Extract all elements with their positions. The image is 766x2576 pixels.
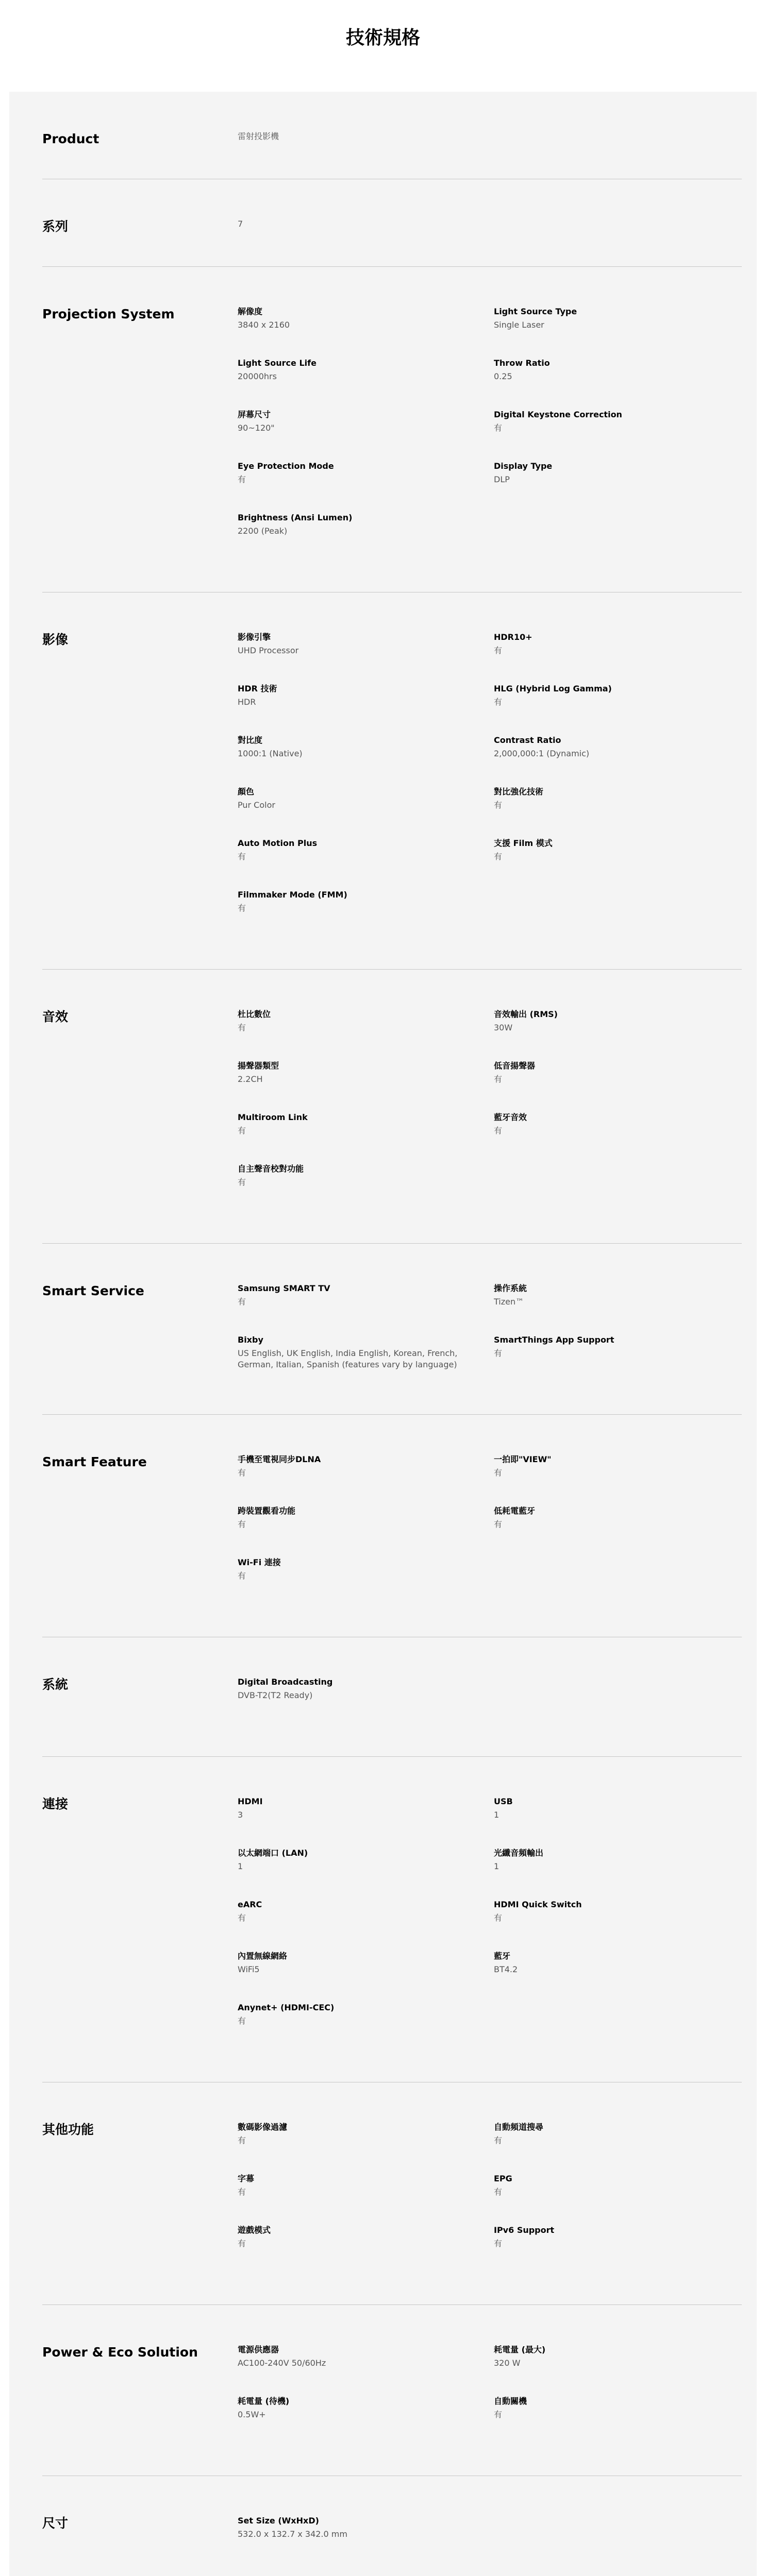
spec-item — [494, 786, 715, 811]
spec-label: 揚聲器類型 — [238, 1061, 279, 1071]
spec-label: 內置無線網絡 — [238, 1951, 288, 1961]
section-title: Smart Service — [42, 1283, 144, 1298]
section-title: 系統 — [42, 1677, 69, 1692]
spec-label: 一拍即"VIEW" — [494, 1454, 552, 1464]
spec-label: 屏幕尺寸 — [238, 410, 271, 419]
spec-label: Multiroom Link — [238, 1112, 308, 1122]
spec-value: HDR — [238, 697, 256, 707]
spec-section — [42, 1757, 742, 2082]
spec-value: 3840 x 2160 — [238, 320, 290, 330]
spec-label: 解像度 — [238, 307, 263, 316]
spec-label: HDR10+ — [494, 632, 532, 642]
spec-section — [42, 2305, 742, 2476]
spec-label: EPG — [494, 2174, 512, 2183]
spec-label: HDR 技術 — [238, 684, 277, 693]
spec-value: 1 — [494, 1861, 499, 1871]
spec-item — [494, 1009, 715, 1033]
section-title: 系列 — [42, 219, 69, 234]
spec-value: 有 — [494, 646, 503, 655]
spec-value: 2.2CH — [238, 1074, 263, 1084]
spec-panel — [9, 92, 757, 2576]
spec-value: 有 — [238, 1023, 246, 1032]
spec-value: 有 — [494, 1468, 503, 1478]
spec-value: 有 — [494, 2136, 503, 2145]
spec-value: 有 — [494, 800, 503, 810]
spec-item — [494, 409, 715, 434]
spec-value: 1 — [494, 1810, 499, 1820]
spec-value: DLP — [494, 474, 510, 484]
spec-label: 操作系統 — [494, 1283, 527, 1293]
section-title: 連接 — [42, 1797, 69, 1811]
spec-item — [238, 2002, 459, 2027]
spec-section — [42, 592, 742, 970]
spec-label: 自動關機 — [494, 2396, 527, 2406]
spec-label: 遊戲模式 — [238, 2225, 271, 2235]
spec-item — [494, 632, 715, 656]
spec-value: 有 — [494, 1913, 503, 1923]
spec-label: Set Size (WxHxD) — [238, 2516, 319, 2526]
spec-item — [238, 838, 459, 862]
spec-value: BT4.2 — [494, 1964, 518, 1974]
section-title: 影像 — [42, 632, 69, 647]
spec-item — [238, 2173, 459, 2198]
spec-label: 自動頻道搜尋 — [494, 2122, 544, 2132]
spec-label: 對比度 — [238, 735, 263, 745]
spec-label: Bixby — [238, 1335, 263, 1345]
spec-label: 低音揚聲器 — [494, 1061, 536, 1071]
spec-label: Light Source Life — [238, 358, 317, 368]
spec-item — [238, 1283, 459, 1308]
spec-item — [494, 1283, 715, 1308]
spec-label: eARC — [238, 1900, 262, 1909]
spec-value: 1000:1 (Native) — [238, 749, 303, 758]
spec-item — [494, 358, 715, 382]
spec-label: 耗電量 (最大) — [494, 2345, 546, 2354]
spec-label: HDMI — [238, 1797, 263, 1806]
spec-label: 電源供應器 — [238, 2345, 279, 2354]
spec-item — [238, 1163, 459, 1188]
spec-value: 有 — [238, 2016, 246, 2026]
spec-label: HLG (Hybrid Log Gamma) — [494, 684, 612, 693]
spec-section — [42, 179, 742, 267]
spec-value: 有 — [494, 1074, 503, 1084]
spec-label: Contrast Ratio — [494, 735, 561, 745]
spec-value: 有 — [494, 1519, 503, 1529]
spec-item — [238, 1060, 459, 1085]
spec-value: 有 — [494, 423, 503, 433]
section-value: 7 — [238, 219, 243, 229]
spec-label: 耗電量 (待機) — [238, 2396, 290, 2406]
spec-list — [42, 92, 742, 2576]
section-title: Projection System — [42, 307, 175, 321]
spec-value: 有 — [238, 1571, 246, 1581]
spec-value: 有 — [238, 2187, 246, 2197]
spec-item — [494, 838, 715, 862]
spec-label: Eye Protection Mode — [238, 461, 334, 471]
spec-section — [42, 970, 742, 1244]
spec-section — [42, 92, 742, 179]
spec-item — [494, 2225, 715, 2249]
spec-item — [238, 1951, 459, 1975]
spec-label: 支援 Film 模式 — [494, 838, 553, 848]
spec-value: 2,000,000:1 (Dynamic) — [494, 749, 590, 758]
spec-item — [238, 2122, 459, 2146]
spec-label: Auto Motion Plus — [238, 838, 318, 848]
spec-label: 音效輸出 (RMS) — [494, 1009, 558, 1019]
spec-item — [494, 1334, 715, 1359]
spec-item — [494, 2122, 715, 2146]
spec-item — [494, 1505, 715, 1530]
spec-label: Samsung SMART TV — [238, 1283, 330, 1293]
spec-value: Single Laser — [494, 320, 544, 330]
spec-label: 光纖音頻輸出 — [494, 1848, 544, 1858]
section-title: 尺寸 — [42, 2516, 69, 2531]
spec-item — [238, 1676, 459, 1701]
spec-item — [494, 461, 715, 485]
spec-label: Throw Ratio — [494, 358, 550, 368]
spec-value: US English, UK English, India English, Korean, French, German, Italian, Spanish (features vary by language) — [238, 1348, 458, 1369]
spec-value: 有 — [238, 1519, 246, 1529]
spec-item — [494, 2173, 715, 2198]
section-title: Smart Feature — [42, 1454, 147, 1469]
spec-section — [42, 2476, 742, 2576]
spec-value: 有 — [238, 903, 246, 913]
spec-value: 有 — [238, 1297, 246, 1307]
spec-item — [494, 2396, 715, 2420]
spec-value: 有 — [494, 2410, 503, 2419]
spec-value: 有 — [238, 852, 246, 861]
spec-label: 字幕 — [238, 2174, 255, 2183]
spec-value: 有 — [238, 1468, 246, 1478]
spec-item — [238, 1557, 459, 1582]
spec-item — [238, 1848, 459, 1872]
spec-section — [42, 1637, 742, 1757]
spec-label: Wi-Fi 連接 — [238, 1557, 281, 1567]
spec-grid — [238, 131, 742, 142]
spec-section — [42, 267, 742, 592]
spec-item — [238, 889, 459, 914]
spec-label: 顏色 — [238, 787, 255, 796]
spec-value: WiFi5 — [238, 1964, 260, 1974]
spec-item — [238, 683, 459, 708]
spec-item — [238, 2396, 459, 2420]
section-title: Power & Eco Solution — [42, 2345, 198, 2360]
spec-value: Tizen™ — [494, 1297, 524, 1307]
spec-item — [494, 2344, 715, 2369]
spec-item — [494, 1060, 715, 1085]
spec-label: SmartThings App Support — [494, 1335, 614, 1345]
spec-value: 20000hrs — [238, 371, 277, 381]
section-value: 雷射投影機 — [238, 131, 279, 141]
section-title: 其他功能 — [42, 2122, 94, 2137]
spec-label: Digital Broadcasting — [238, 1677, 333, 1687]
spec-item — [238, 358, 459, 382]
spec-value: AC100-240V 50/60Hz — [238, 2358, 326, 2368]
spec-item — [494, 1848, 715, 1872]
spec-label: Anynet+ (HDMI-CEC) — [238, 2003, 335, 2012]
spec-value: 有 — [494, 697, 503, 707]
spec-label: 低耗電藍牙 — [494, 1506, 536, 1516]
spec-label: Filmmaker Mode (FMM) — [238, 890, 347, 900]
spec-item — [238, 306, 459, 331]
spec-value: 有 — [238, 474, 246, 484]
spec-item — [238, 1796, 459, 1821]
spec-item — [238, 1334, 459, 1370]
spec-value: 90~120" — [238, 423, 275, 433]
spec-item — [494, 735, 715, 759]
spec-item — [238, 1009, 459, 1033]
spec-section — [42, 2082, 742, 2305]
spec-item — [494, 306, 715, 331]
section-title: 音效 — [42, 1009, 69, 1024]
spec-item — [238, 512, 459, 537]
spec-item — [494, 1951, 715, 1975]
spec-label: Display Type — [494, 461, 553, 471]
spec-label: 對比強化技術 — [494, 787, 544, 796]
spec-value: 有 — [494, 1126, 503, 1136]
spec-item — [238, 2344, 459, 2369]
spec-value: 有 — [238, 2239, 246, 2248]
page-title: 技術規格 — [345, 27, 420, 48]
section-title: Product — [42, 131, 99, 146]
spec-label: 自主聲音校對功能 — [238, 1164, 304, 1174]
spec-value: 0.5W+ — [238, 2410, 266, 2419]
spec-section — [42, 1415, 742, 1637]
spec-value: 0.25 — [494, 371, 512, 381]
spec-item — [494, 683, 715, 708]
spec-value: DVB-T2(T2 Ready) — [238, 1690, 313, 1700]
spec-label: 藍牙音效 — [494, 1112, 527, 1122]
spec-item — [238, 1112, 459, 1137]
spec-label: 杜比數位 — [238, 1009, 271, 1019]
spec-label: 數碼影像過濾 — [238, 2122, 288, 2132]
spec-label: 以太網端口 (LAN) — [238, 1848, 308, 1858]
spec-item — [494, 1112, 715, 1137]
spec-value: 1 — [238, 1861, 243, 1871]
spec-label: 跨裝置觀看功能 — [238, 1506, 296, 1516]
spec-value: 2200 (Peak) — [238, 526, 288, 536]
spec-item — [238, 409, 459, 434]
spec-grid — [238, 218, 742, 230]
spec-item — [238, 2225, 459, 2249]
spec-value: Pur Color — [238, 800, 275, 810]
spec-value: 532.0 x 132.7 x 342.0 mm — [238, 2529, 347, 2539]
spec-value: UHD Processor — [238, 646, 299, 655]
spec-item — [494, 1454, 715, 1479]
spec-value: 有 — [238, 1913, 246, 1923]
spec-item — [238, 1899, 459, 1924]
spec-item — [494, 1899, 715, 1924]
spec-value: 有 — [238, 2136, 246, 2145]
spec-item — [238, 461, 459, 485]
spec-label: IPv6 Support — [494, 2225, 555, 2235]
spec-value: 有 — [494, 2187, 503, 2197]
spec-label: 影像引擎 — [238, 632, 271, 642]
spec-value: 有 — [238, 1126, 246, 1136]
spec-value: 有 — [238, 1177, 246, 1187]
spec-item — [238, 1454, 459, 1479]
spec-item — [238, 735, 459, 759]
spec-label: 藍牙 — [494, 1951, 511, 1961]
spec-value: 30W — [494, 1023, 513, 1032]
spec-label: 手機至電視同步DLNA — [238, 1454, 321, 1464]
spec-value: 3 — [238, 1810, 243, 1820]
spec-label: Digital Keystone Correction — [494, 410, 622, 419]
spec-label: HDMI Quick Switch — [494, 1900, 582, 1909]
spec-item — [494, 1796, 715, 1821]
spec-value: 320 W — [494, 2358, 521, 2368]
spec-label: Light Source Type — [494, 307, 577, 316]
spec-section — [42, 1244, 742, 1415]
spec-label: USB — [494, 1797, 513, 1806]
spec-item — [238, 1505, 459, 1530]
spec-value: 有 — [494, 2239, 503, 2248]
spec-item — [238, 786, 459, 811]
spec-item — [238, 632, 459, 656]
spec-value: 有 — [494, 1348, 503, 1358]
spec-value: 有 — [494, 852, 503, 861]
spec-label: Brightness (Ansi Lumen) — [238, 513, 353, 522]
spec-item — [238, 2515, 459, 2540]
